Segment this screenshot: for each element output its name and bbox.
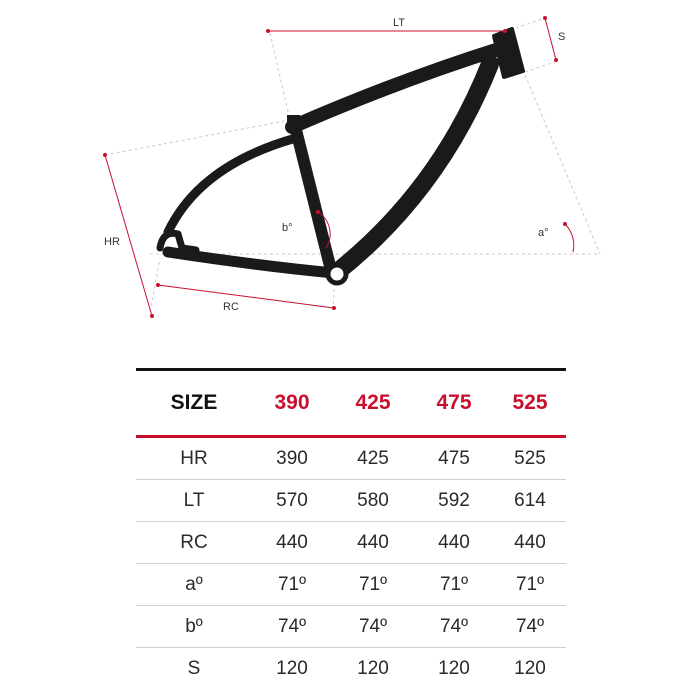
row-label: RC <box>180 531 208 553</box>
table-cell: 74º <box>358 615 388 637</box>
row-label: aº <box>185 573 203 595</box>
size-390-header: 390 <box>274 391 310 414</box>
size-425-header: 425 <box>355 391 391 414</box>
size-525-header: 525 <box>512 391 548 414</box>
row-label: S <box>187 657 201 679</box>
table-header-row <box>136 371 566 435</box>
table-cell: 390 <box>276 447 308 469</box>
table-cell: 71º <box>439 573 469 595</box>
table-cell: 614 <box>514 489 546 511</box>
table-cell: 425 <box>357 447 389 469</box>
table-row-lt <box>136 480 566 522</box>
table-cell: 592 <box>438 489 470 511</box>
table-cell: 71º <box>515 573 545 595</box>
table-cell: 570 <box>276 489 308 511</box>
table-cell: 120 <box>438 657 470 679</box>
b-angle-label: b° <box>282 222 293 234</box>
seat-tube <box>294 122 330 266</box>
table-cell: 74º <box>439 615 469 637</box>
size-header-label: SIZE <box>170 391 218 414</box>
table-cell: 440 <box>276 531 308 553</box>
geometry-table <box>136 368 566 689</box>
bike-frame <box>160 48 502 273</box>
a-angle-label: a° <box>538 227 549 239</box>
table-cell: 71º <box>277 573 307 595</box>
size-475-header: 475 <box>436 391 472 414</box>
table-cell: 440 <box>514 531 546 553</box>
table-cell: 120 <box>276 657 308 679</box>
table-row-a-angle <box>136 564 566 606</box>
seat-stay <box>168 138 296 232</box>
table-cell: 525 <box>514 447 546 469</box>
table-cell: 440 <box>438 531 470 553</box>
head-tube <box>494 29 523 77</box>
seat-post-clamp <box>287 115 300 127</box>
row-label: HR <box>180 447 208 469</box>
table-cell: 580 <box>357 489 389 511</box>
lt-label: LT <box>392 17 406 29</box>
table-cell: 71º <box>358 573 388 595</box>
table-cell: 74º <box>515 615 545 637</box>
rc-label: RC <box>223 301 239 313</box>
table-cell: 120 <box>357 657 389 679</box>
table-row-rc <box>136 522 566 564</box>
chain-stay <box>168 252 334 273</box>
table-cell: 475 <box>438 447 470 469</box>
row-label: bº <box>185 615 203 637</box>
hr-label: HR <box>104 236 120 248</box>
table-cell: 74º <box>277 615 307 637</box>
table-row-s <box>136 648 566 689</box>
table-row-b-angle <box>136 606 566 648</box>
bike-frame-geometry-diagram <box>0 0 700 340</box>
table-row-hr <box>136 438 566 480</box>
table-cell: 120 <box>514 657 546 679</box>
s-label: S <box>558 31 566 43</box>
row-label: LT <box>183 489 205 511</box>
table-cell: 440 <box>357 531 389 553</box>
bottom-bracket <box>328 265 346 283</box>
